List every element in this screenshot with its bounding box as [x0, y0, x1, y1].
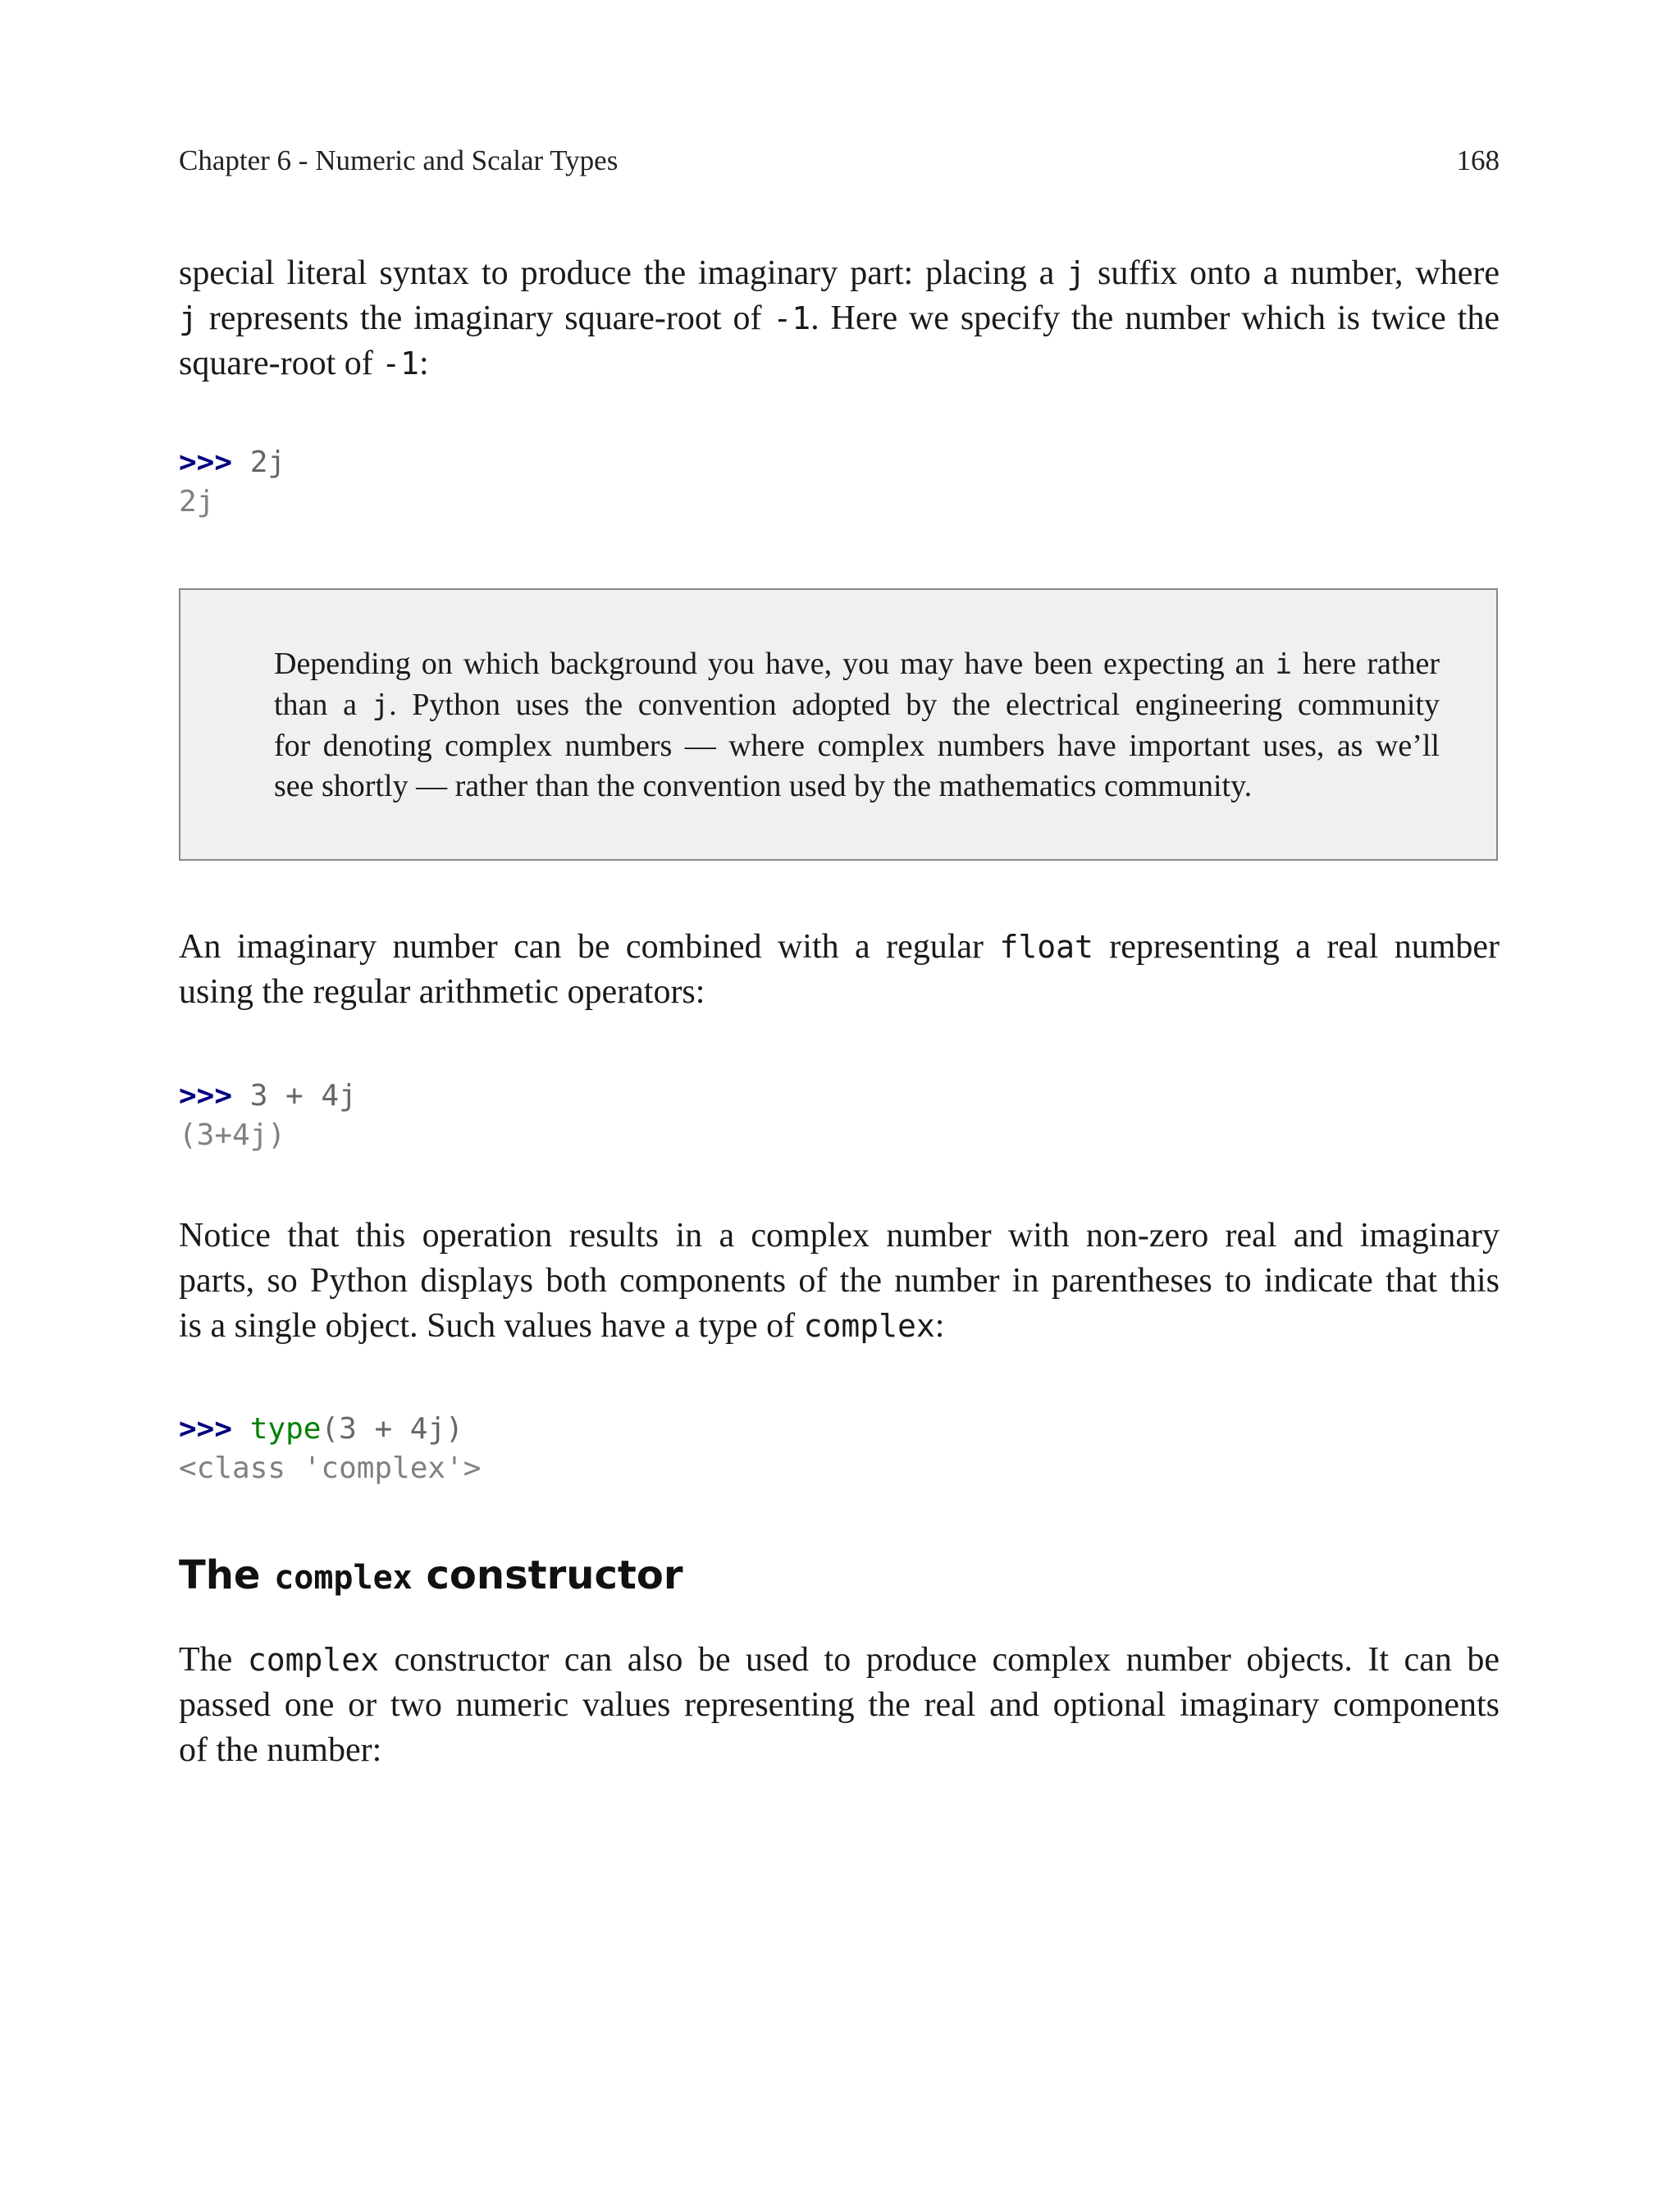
paragraph-imaginary-literal: special literal syntax to produce the imaginary part: placing a j suffix onto a number, where j represents the imaginary square-root of -1. Here we specify the number which is twice the square-root of -1: — [179, 254, 1500, 382]
running-header — [179, 144, 1500, 177]
builtin-type: type — [249, 1412, 322, 1446]
inline-code: -1 — [381, 345, 420, 382]
repl-prompt: >>> — [179, 1079, 233, 1113]
inline-code: complex — [274, 1559, 413, 1597]
page-number: 168 — [1456, 144, 1500, 176]
code-block-2j: >>> 2j 2j — [179, 446, 286, 519]
paragraph-complex-type: Notice that this operation results in a complex number with non-zero real and imaginary parts, so Python displays both components of the number in parentheses to indicate that this is a single object. Such values have a type of complex: — [179, 1217, 1500, 1345]
repl-prompt: >>> — [179, 1412, 233, 1446]
inline-code: -1 — [773, 300, 811, 336]
inline-code: j — [1066, 255, 1086, 291]
chapter-title: Chapter 6 - Numeric and Scalar Types — [179, 144, 619, 176]
repl-output: 2j — [179, 485, 215, 519]
inline-code: complex — [247, 1642, 379, 1678]
note-box — [179, 588, 1498, 861]
inline-code: j — [372, 689, 390, 722]
inline-code: i — [1275, 648, 1293, 681]
repl-output: (3+4j) — [179, 1118, 286, 1152]
inline-code: complex — [803, 1308, 935, 1344]
code-block-type-complex: >>> type(3 + 4j) <class 'complex'> — [179, 1412, 482, 1485]
inline-code: float — [999, 929, 1093, 965]
note-text: Depending on which background you have, you may have been expecting an i here rather than a j. Python uses the convention adopted by the electrical engineering community for denoting complex numbers — where complex numbers have important uses, as we’ll see shortly — rather than the convention used by the mathematics community. — [274, 647, 1440, 803]
inline-code: j — [179, 300, 198, 336]
code-block-3-plus-4j: >>> 3 + 4j (3+4j) — [179, 1079, 357, 1152]
paragraph-combine-float: An imaginary number can be combined with a regular float representing a real number using the regular arithmetic operators: — [179, 928, 1500, 1011]
repl-output: <class 'complex'> — [179, 1451, 482, 1485]
section-heading: The complex constructor — [179, 1552, 683, 1598]
paragraph-complex-constructor: The complex constructor can also be used to produce complex number objects. It can be passed one or two numeric values representing the real and optional imaginary components of the number: — [179, 1641, 1500, 1769]
repl-prompt: >>> — [179, 446, 233, 479]
